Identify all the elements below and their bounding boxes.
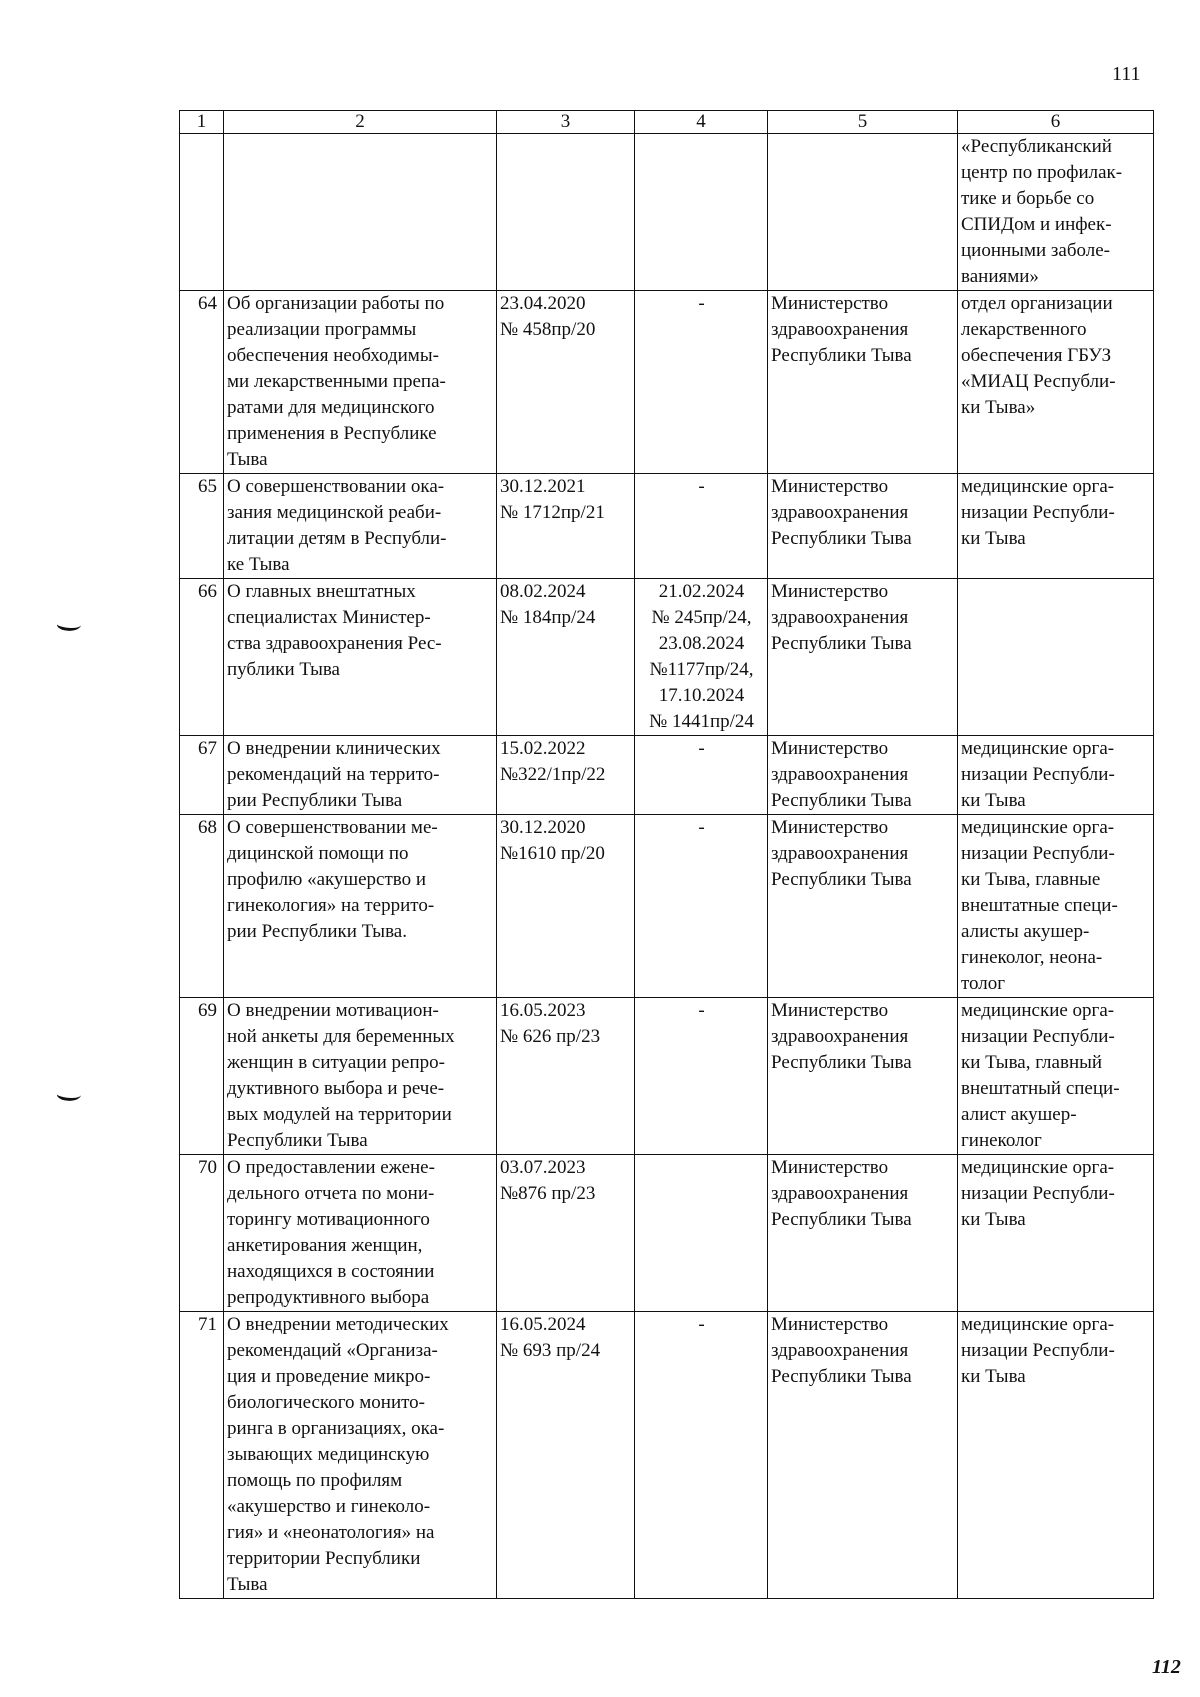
cell-changes [635, 1312, 768, 1599]
cell-issuer [768, 1155, 958, 1312]
cell-num-text: 70 [198, 1157, 217, 1178]
cell-doc-text: 03.07.2023 №876 пр/23 [500, 1157, 596, 1204]
cell-num-text: 69 [198, 1000, 217, 1021]
cell-doc-text: 30.12.2020 №1610 пр/20 [500, 817, 605, 864]
cell-title-text: О внедрении клинических рекомендаций на террито- рии Республики Тыва [227, 738, 441, 811]
margin-scan-mark [56, 616, 82, 632]
cell-doc [497, 998, 635, 1155]
cell-title [224, 579, 497, 736]
cell-issuer-text: Министерство здравоохранения Республики Тыва [771, 476, 912, 549]
cell-executor [958, 1155, 1154, 1312]
cell-doc [497, 579, 635, 736]
cell-doc [497, 736, 635, 815]
cell-doc [497, 1312, 635, 1599]
cell-changes [635, 1155, 768, 1312]
cell-issuer [768, 1312, 958, 1599]
cell-title [224, 1312, 497, 1599]
cell-executor-text: медицинские орга- низации Республи- ки Тыва [961, 738, 1115, 811]
cell-issuer-text: Министерство здравоохранения Республики Тыва [771, 1314, 912, 1387]
cell-doc-text: 16.05.2023 № 626 пр/23 [500, 1000, 601, 1047]
header-cell: 3 [497, 111, 635, 134]
cell-title-text: О внедрении мотивацион- ной анкеты для беременных женщин в ситуации репро- дуктивного выбора и рече- вых модулей на территории Республики Тыва [227, 1000, 455, 1151]
cell-issuer [768, 474, 958, 579]
cell-doc [497, 1155, 635, 1312]
table-row [180, 291, 1154, 474]
table-row [180, 1312, 1154, 1599]
header-cell: 4 [635, 111, 768, 134]
cell-executor-text: медицинские орга- низации Республи- ки Тыва [961, 476, 1115, 549]
cell-doc [497, 474, 635, 579]
cell-changes [635, 134, 768, 291]
cell-executor-text: медицинские орга- низации Республи- ки Тыва, главные внештатные специ- алисты акушер- гинеколог, неона- толог [961, 817, 1118, 994]
cell-title [224, 134, 497, 291]
cell-changes-text: - [698, 293, 705, 314]
cell-executor [958, 474, 1154, 579]
cell-doc [497, 134, 635, 291]
cell-num [180, 998, 224, 1155]
cell-num-text: 65 [198, 476, 217, 497]
cell-title-text: О внедрении методических рекомендаций «Организа- ция и проведение микро- биологического монито- ринга в организациях, ока- зывающих медицинскую помощь по профилям «акушерство и гинеколо- гия» и «неонатология» на территории Республики Тыва [227, 1314, 449, 1595]
table-row [180, 579, 1154, 736]
table-row [180, 1155, 1154, 1312]
cell-title-text: Об организации работы по реализации программы обеспечения необходимы- ми лекарственными препа- ратами для медицинского применения в Республике Тыва [227, 293, 446, 470]
table-header-row [180, 111, 1154, 134]
cell-changes-text: - [698, 817, 705, 838]
cell-changes-text: - [698, 476, 705, 497]
cell-num [180, 815, 224, 998]
cell-issuer [768, 736, 958, 815]
cell-num-text: 64 [198, 293, 217, 314]
header-cell: 6 [958, 111, 1154, 134]
cell-doc-text: 23.04.2020 № 458пр/20 [500, 293, 596, 340]
cell-issuer [768, 579, 958, 736]
cell-num [180, 474, 224, 579]
margin-scan-mark [56, 1086, 82, 1102]
cell-changes [635, 579, 768, 736]
cell-title-text: О предоставлении ежене- дельного отчета по мони- торингу мотивационного анкетирования женщин, находящихся в состоянии репродуктивного выбора [227, 1157, 435, 1308]
cell-num [180, 291, 224, 474]
header-cell: 1 [180, 111, 224, 134]
cell-executor-text: медицинские орга- низации Республи- ки Тыва [961, 1157, 1115, 1230]
cell-changes [635, 815, 768, 998]
cell-issuer-text: Министерство здравоохранения Республики Тыва [771, 293, 912, 366]
cell-executor [958, 815, 1154, 998]
cell-executor [958, 998, 1154, 1155]
cell-issuer-text: Министерство здравоохранения Республики Тыва [771, 1000, 912, 1073]
cell-num [180, 579, 224, 736]
cell-issuer [768, 291, 958, 474]
cell-executor [958, 134, 1154, 291]
cell-executor-text: отдел организации лекарственного обеспечения ГБУЗ «МИАЦ Республи- ки Тыва» [961, 293, 1116, 418]
cell-doc-text: 15.02.2022 №322/1пр/22 [500, 738, 606, 785]
cell-title [224, 815, 497, 998]
cell-executor [958, 1312, 1154, 1599]
cell-changes-text: - [698, 1000, 705, 1021]
cell-executor [958, 579, 1154, 736]
table-row [180, 736, 1154, 815]
cell-issuer-text: Министерство здравоохранения Республики Тыва [771, 581, 912, 654]
cell-title [224, 998, 497, 1155]
header-cell: 2 [224, 111, 497, 134]
cell-issuer [768, 134, 958, 291]
cell-num [180, 1155, 224, 1312]
cell-issuer [768, 998, 958, 1155]
cell-issuer [768, 815, 958, 998]
cell-doc [497, 291, 635, 474]
cell-num [180, 134, 224, 291]
cell-changes-text: - [698, 1314, 705, 1335]
table-row [180, 815, 1154, 998]
cell-title-text: О совершенствовании ме- дицинской помощи по профилю «акушерство и гинекология» на террито- рии Республики Тыва. [227, 817, 438, 942]
cell-num-text: 68 [198, 817, 217, 838]
cell-executor-text: медицинские орга- низации Республи- ки Тыва, главный внештатный специ- алист акушер- гинеколог [961, 1000, 1120, 1151]
cell-changes-text: - [698, 738, 705, 759]
cell-title [224, 291, 497, 474]
cell-changes [635, 474, 768, 579]
cell-changes [635, 736, 768, 815]
cell-doc [497, 815, 635, 998]
page-number: 111 [1112, 63, 1141, 85]
header-cell: 5 [768, 111, 958, 134]
table-row [180, 474, 1154, 579]
cell-issuer-text: Министерство здравоохранения Республики Тыва [771, 817, 912, 890]
next-page-mark: 112 [1152, 1656, 1181, 1678]
cell-title [224, 1155, 497, 1312]
cell-title-text: О совершенствовании ока- зания медицинской реаби- литации детям в Республи- ке Тыва [227, 476, 447, 575]
cell-executor-text: медицинские орга- низации Республи- ки Тыва [961, 1314, 1115, 1387]
cell-num-text: 66 [198, 581, 217, 602]
table-row [180, 998, 1154, 1155]
cell-num-text: 71 [198, 1314, 217, 1335]
cell-doc-text: 08.02.2024 № 184пр/24 [500, 581, 596, 628]
cell-title [224, 474, 497, 579]
cell-num [180, 1312, 224, 1599]
registry-table [179, 110, 1154, 1599]
cell-doc-text: 30.12.2021 № 1712пр/21 [500, 476, 605, 523]
cell-title-text: О главных внештатных специалистах Министер- ства здравоохранения Рес- публики Тыва [227, 581, 442, 680]
cell-issuer-text: Министерство здравоохранения Республики Тыва [771, 738, 912, 811]
cell-title [224, 736, 497, 815]
cell-issuer-text: Министерство здравоохранения Республики Тыва [771, 1157, 912, 1230]
cell-doc-text: 16.05.2024 № 693 пр/24 [500, 1314, 601, 1361]
cell-executor [958, 736, 1154, 815]
cell-changes [635, 291, 768, 474]
cell-changes [635, 998, 768, 1155]
cell-num-text: 67 [198, 738, 217, 759]
cell-changes-text: 21.02.2024 № 245пр/24, 23.08.2024 №1177пр/24, 17.10.2024 № 1441пр/24 [649, 581, 754, 732]
cell-executor [958, 291, 1154, 474]
executor-text: «Республиканский центр по профилак- тике и борьбе со СПИДом и инфек- ционными заболе- ваниями» [961, 136, 1123, 287]
cell-num [180, 736, 224, 815]
continuation-row [180, 134, 1154, 291]
